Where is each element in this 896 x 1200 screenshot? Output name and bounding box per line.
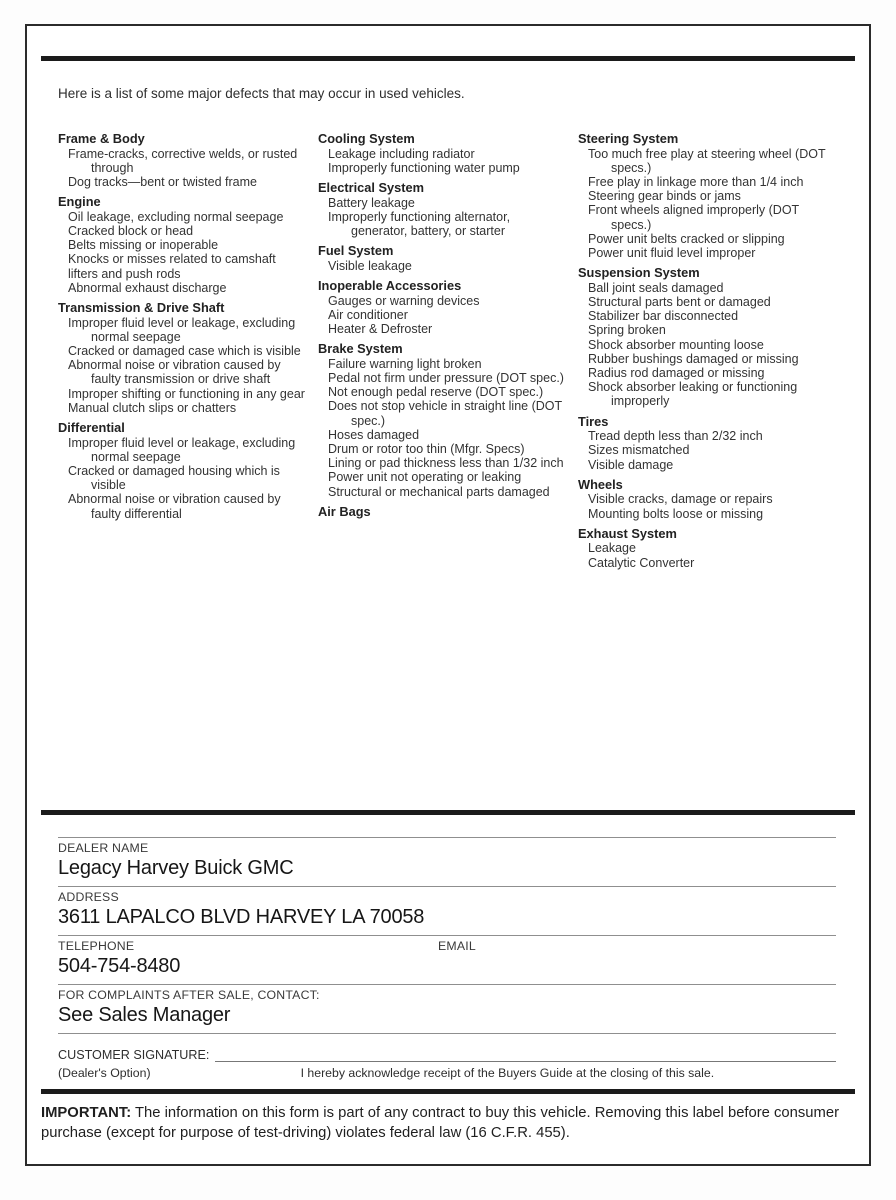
defect-section-heading: Steering System <box>578 131 679 146</box>
defect-item: Shock absorber leaking or functioning improperly <box>588 380 798 409</box>
defect-item: Leakage including radiator <box>328 146 475 161</box>
email-label: EMAIL <box>438 939 476 953</box>
defect-section-heading: Suspension System <box>578 265 700 281</box>
defect-section <box>318 505 569 520</box>
dealer-name-row <box>58 837 836 886</box>
defect-item: Stabilizer bar disconnected <box>588 309 739 324</box>
defect-item: Air conditioner <box>328 307 408 322</box>
defect-item: Sizes mismatched <box>588 443 690 458</box>
intro-text: Here is a list of some major defects that may occur in used vehicles. <box>58 86 465 101</box>
defect-item: Improperly functioning alternator, generator, battery, or starter <box>328 209 511 238</box>
defect-section-heading: Electrical System <box>318 180 424 195</box>
telephone-label: TELEPHONE <box>58 939 135 953</box>
defect-section-heading: Frame & Body <box>58 131 145 146</box>
defect-section <box>58 421 309 521</box>
defect-section-heading: Wheels <box>578 476 623 492</box>
defect-section <box>58 132 309 189</box>
defect-item: Abnormal exhaust discharge <box>68 280 227 295</box>
defect-item: Tread depth less than 2/32 inch <box>588 429 763 444</box>
defect-item: Oil leakage, excluding normal seepage <box>68 209 284 224</box>
defect-item: Cracked or damaged case which is visible <box>68 344 301 359</box>
defect-section <box>318 181 569 238</box>
defect-item: Hoses damaged <box>328 427 420 442</box>
defect-section <box>58 195 309 295</box>
defect-item: Catalytic Converter <box>588 555 695 570</box>
defects-list <box>58 127 829 576</box>
defect-item: Belts missing or inoperable <box>68 238 219 253</box>
signature-block <box>58 1048 836 1080</box>
dealers-option-note: (Dealer's Option) <box>58 1066 151 1080</box>
defect-item: Visible leakage <box>328 258 412 273</box>
customer-signature-label: CUSTOMER SIGNATURE: <box>58 1048 210 1062</box>
defect-item: Cracked block or head <box>68 224 194 238</box>
defect-item: Power unit not operating or leaking <box>328 470 522 485</box>
defect-section-heading: Tires <box>578 413 609 429</box>
defect-item: lifters and push rods <box>68 266 181 281</box>
signature-line <box>215 1048 836 1062</box>
important-text: The information on this form is part of any contract to buy this vehicle. Removing this label before consumer purchase (except for purpose of test-driving) violates federal law (16 C.F.R. 455). <box>41 1105 839 1141</box>
defect-item: Spring broken <box>588 323 666 338</box>
defect-item: Pedal not firm under pressure (DOT spec.) <box>328 371 564 385</box>
telephone-field <box>58 939 438 979</box>
defect-item: Visible damage <box>588 457 674 472</box>
defect-section-heading: Differential <box>58 420 125 436</box>
bottom-heavy-rule <box>41 1089 855 1094</box>
defect-section <box>578 478 829 521</box>
important-notice <box>41 1103 853 1143</box>
complaints-row <box>58 984 836 1034</box>
defect-item: Knocks or misses related to camshaft <box>68 252 276 267</box>
defect-item: Improperly functioning water pump <box>328 160 520 175</box>
defect-item: Ball joint seals damaged <box>588 280 724 295</box>
defect-section <box>318 279 569 336</box>
dealer-name-label: DEALER NAME <box>58 841 149 855</box>
middle-heavy-rule <box>41 810 855 815</box>
defect-item: Rubber bushings damaged or missing <box>588 351 799 366</box>
defect-section-heading: Inoperable Accessories <box>318 278 462 293</box>
defect-item: Structural or mechanical parts damaged <box>328 484 550 499</box>
defects-column <box>58 127 309 576</box>
top-heavy-rule <box>41 56 855 61</box>
defect-item: Does not stop vehicle in straight line (DOT spec.) <box>328 399 562 428</box>
defect-item: Too much free play at steering wheel (DOT specs.) <box>588 146 826 175</box>
address-row <box>58 886 836 935</box>
acknowledgement-text: I hereby acknowledge receipt of the Buyers Guide at the closing of this sale. <box>300 1066 715 1080</box>
defect-item: Gauges or warning devices <box>328 293 480 308</box>
defect-item: Mounting bolts loose or missing <box>588 506 764 521</box>
defect-section <box>578 266 829 408</box>
defect-section-heading: Air Bags <box>318 503 371 519</box>
defect-item: Radius rod damaged or missing <box>588 366 765 381</box>
defect-item: Leakage <box>588 541 636 556</box>
telephone-email-row <box>58 935 836 984</box>
defect-item: Free play in linkage more than 1/4 inch <box>588 175 804 189</box>
dealer-info-form <box>58 837 836 1080</box>
defect-section-heading: Brake System <box>318 341 403 357</box>
defect-section <box>578 415 829 472</box>
defect-item: Steering gear binds or jams <box>588 189 741 204</box>
defect-section <box>318 132 569 175</box>
defect-section-heading: Transmission & Drive Shaft <box>58 300 225 316</box>
telephone-value: 504-754-8480 <box>58 955 181 977</box>
defect-section <box>58 301 309 415</box>
defect-section-heading: Cooling System <box>318 131 415 146</box>
defect-section <box>578 527 829 570</box>
buyers-guide-back-page <box>25 24 871 1166</box>
defect-item: Dog tracks—bent or twisted frame <box>68 175 257 189</box>
defect-item: Power unit belts cracked or slipping <box>588 231 785 246</box>
email-value <box>438 955 836 979</box>
defect-section-heading: Exhaust System <box>578 525 677 541</box>
defect-item: Failure warning light broken <box>328 356 482 371</box>
email-field <box>438 939 836 979</box>
defect-section <box>318 244 569 273</box>
defect-item: Manual clutch slips or chatters <box>68 400 237 415</box>
defect-item: Improper shifting or functioning in any gear <box>68 386 305 401</box>
complaints-value: See Sales Manager <box>58 1004 231 1026</box>
defect-section <box>318 342 569 499</box>
defect-item: Drum or rotor too thin (Mfgr. Specs) <box>328 442 525 457</box>
defect-item: Frame-cracks, corrective welds, or rusted through <box>68 146 298 175</box>
defects-column <box>578 127 829 576</box>
address-value: 3611 LAPALCO BLVD HARVEY LA 70058 <box>58 906 425 928</box>
important-label: IMPORTANT: <box>41 1105 132 1121</box>
defect-item: Lining or pad thickness less than 1/32 inch <box>328 456 564 471</box>
defect-item: Abnormal noise or vibration caused by faulty transmission or drive shaft <box>68 358 281 387</box>
defect-item: Cracked or damaged housing which is visible <box>68 464 280 493</box>
defect-item: Not enough pedal reserve (DOT spec.) <box>328 385 544 400</box>
defect-item: Battery leakage <box>328 195 415 210</box>
defect-item: Heater & Defroster <box>328 322 433 336</box>
defect-item: Abnormal noise or vibration caused by faulty differential <box>68 492 281 521</box>
defect-section-heading: Engine <box>58 194 101 210</box>
defect-item: Shock absorber mounting loose <box>588 337 764 352</box>
defect-item: Visible cracks, damage or repairs <box>588 492 773 507</box>
defect-item: Structural parts bent or damaged <box>588 295 771 310</box>
defect-item: Improper fluid level or leakage, excluding normal seepage <box>68 315 296 344</box>
defect-section <box>578 132 829 260</box>
complaints-label: FOR COMPLAINTS AFTER SALE, CONTACT: <box>58 988 320 1002</box>
defect-section-heading: Fuel System <box>318 243 394 259</box>
defect-item: Front wheels aligned improperly (DOT specs.) <box>588 203 799 232</box>
defects-column <box>318 127 569 576</box>
address-label: ADDRESS <box>58 890 119 904</box>
defect-item: Improper fluid level or leakage, excluding normal seepage <box>68 435 296 464</box>
defect-item: Power unit fluid level improper <box>588 246 756 261</box>
dealer-name-value: Legacy Harvey Buick GMC <box>58 857 294 879</box>
